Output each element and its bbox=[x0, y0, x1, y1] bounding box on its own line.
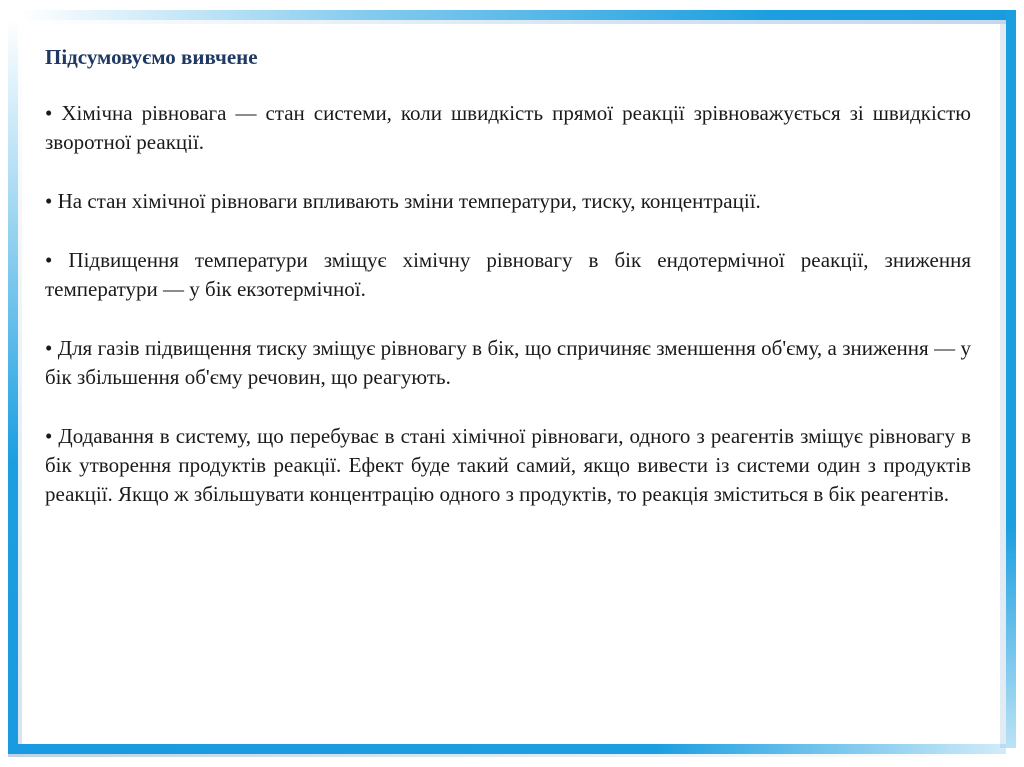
bullet-influencing-factors: • На стан хімічної рівноваги впливають зміни температури, тиску, концентрації. bbox=[45, 189, 761, 213]
bullet-temperature-effect: • Підвищення температури зміщує хімічну рівновагу в бік ендотермічної реакції, зниження температури — у бік екзотермічної. bbox=[45, 248, 971, 301]
bullet-pressure-effect: • Для газів підвищення тиску зміщує рівновагу в бік, що спричиняє зменшення об'єму, а зниження — у бік збільшення об'єму речовин, що реагують. bbox=[45, 336, 971, 389]
frame-bottom-shadow bbox=[8, 754, 1006, 757]
frame-left-shadow bbox=[18, 24, 22, 744]
frame-left-border bbox=[8, 20, 18, 754]
frame-right-shadow bbox=[1000, 20, 1006, 748]
bullet-concentration-effect: • Додавання в систему, що перебуває в стані хімічної рівноваги, одного з реагентів зміщує рівновагу в бік утворення продуктів реакції. Ефект буде такий самий, якщо вивести із системи один з продуктів реакції. Якщо ж збільшувати концентрацію одного з продуктів, то реакція зміститься в бік реагентів. bbox=[45, 424, 971, 506]
frame-bottom-border bbox=[8, 744, 1006, 754]
slide-content bbox=[45, 42, 971, 539]
frame-right-border bbox=[1006, 10, 1016, 748]
slide-title: Підсумовуємо вивчене bbox=[45, 45, 258, 69]
frame-top-border bbox=[20, 10, 1016, 20]
bullet-equilibrium-definition: • Хімічна рівновага — стан системи, коли швидкість прямої реакції зрівноважується зі швидкістю зворотної реакції. bbox=[45, 101, 971, 154]
frame-top-shadow bbox=[20, 20, 1016, 24]
